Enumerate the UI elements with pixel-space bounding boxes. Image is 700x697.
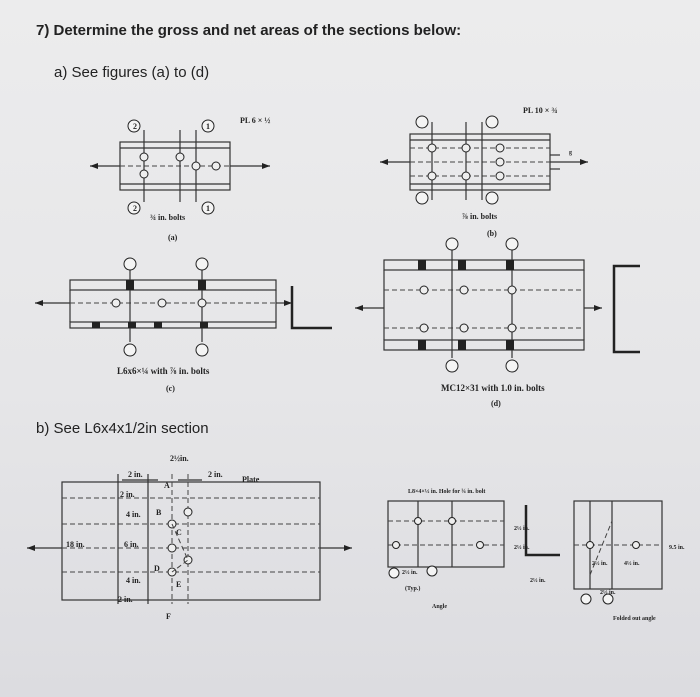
fig-e-dim-top: 2½in.: [170, 454, 189, 463]
fig-f-typ-dim: 2½ in.: [402, 570, 418, 576]
fig-a-plate-label: PL 6 × ½: [240, 116, 271, 125]
fig-e-dim-4in-a: 4 in.: [126, 510, 141, 519]
fig-b-plate-label: PL 10 × ¾: [523, 106, 558, 115]
fig-d-caption: MC12×31 with 1.0 in. bolts: [441, 383, 545, 393]
fig-e-point-C: C: [176, 528, 182, 537]
fig-f-dim-4: 2½ in.: [592, 561, 608, 567]
fig-e-point-E: E: [176, 580, 182, 589]
fig-b-bolts: ⅞ in. bolts: [462, 212, 498, 221]
fig-f-folded-label: Folded out angle: [613, 616, 656, 622]
figure-f-angle-layout: [376, 495, 686, 605]
part-b-label: b) See L6x4x1/2in section: [36, 420, 209, 437]
fig-e-dim-2in-a: 2 in.: [128, 470, 143, 479]
fig-e-dim-4in-b: 4 in.: [126, 576, 141, 585]
fig-e-point-A: A: [164, 481, 170, 490]
figure-e-plate: [22, 452, 362, 622]
figure-b-plate: [372, 112, 612, 207]
fig-f-title: L8×4×½ in. Hole for ¾ in. bolt: [408, 489, 486, 495]
fig-e-point-B: B: [156, 508, 162, 517]
fig-e-point-F: F: [166, 612, 171, 621]
fig-e-dim-2in-b: 2 in.: [208, 470, 223, 479]
fig-c-label: (c): [166, 384, 175, 393]
figure-a-plate: [80, 112, 280, 222]
fig-b-label: (b): [487, 229, 497, 238]
fig-e-point-D: D: [154, 564, 160, 573]
part-a-label: a) See figures (a) to (d): [54, 64, 210, 81]
fig-c-caption: L6x6×¼ with ⅞ in. bolts: [117, 366, 210, 376]
fig-e-dim-2in-c: 2 in.: [120, 490, 135, 499]
figure-d-channel: [350, 240, 670, 370]
fig-f-dim-7: 9.5 in.: [669, 545, 685, 551]
fig-f-dim-5: 4½ in.: [624, 561, 640, 567]
fig-f-typ-note: (Typ.): [405, 586, 421, 592]
fig-f-dim-3: 2½ in.: [530, 578, 546, 584]
figure-c-angle: [30, 258, 350, 368]
fig-e-plate-label: Plate: [242, 475, 260, 484]
fig-a-label: (a): [168, 233, 178, 242]
fig-f-dim-6: 2½ in.: [600, 590, 616, 596]
fig-b-gage-label: g: [569, 150, 572, 156]
callout-2-bottom: 2: [133, 204, 137, 213]
fig-e-dim-6in: 6 in.: [124, 540, 139, 549]
callout-1-bottom: 1: [206, 204, 210, 213]
fig-f-dim-2: 2½ in.: [514, 545, 530, 551]
callout-2-top: 2: [133, 122, 137, 131]
fig-a-bolts: ¾ in. bolts: [150, 213, 186, 222]
fig-e-dim-2in-d: 2 in.: [118, 595, 133, 604]
fig-f-angle-label: Angle: [432, 604, 447, 610]
fig-e-dim-18in: 18 in.: [66, 540, 85, 549]
question-title: 7) Determine the gross and net areas of the sections below:: [36, 22, 462, 39]
fig-d-label: (d): [491, 399, 501, 408]
fig-f-dim-1: 2½ in.: [514, 526, 530, 532]
callout-1-top: 1: [206, 122, 210, 131]
